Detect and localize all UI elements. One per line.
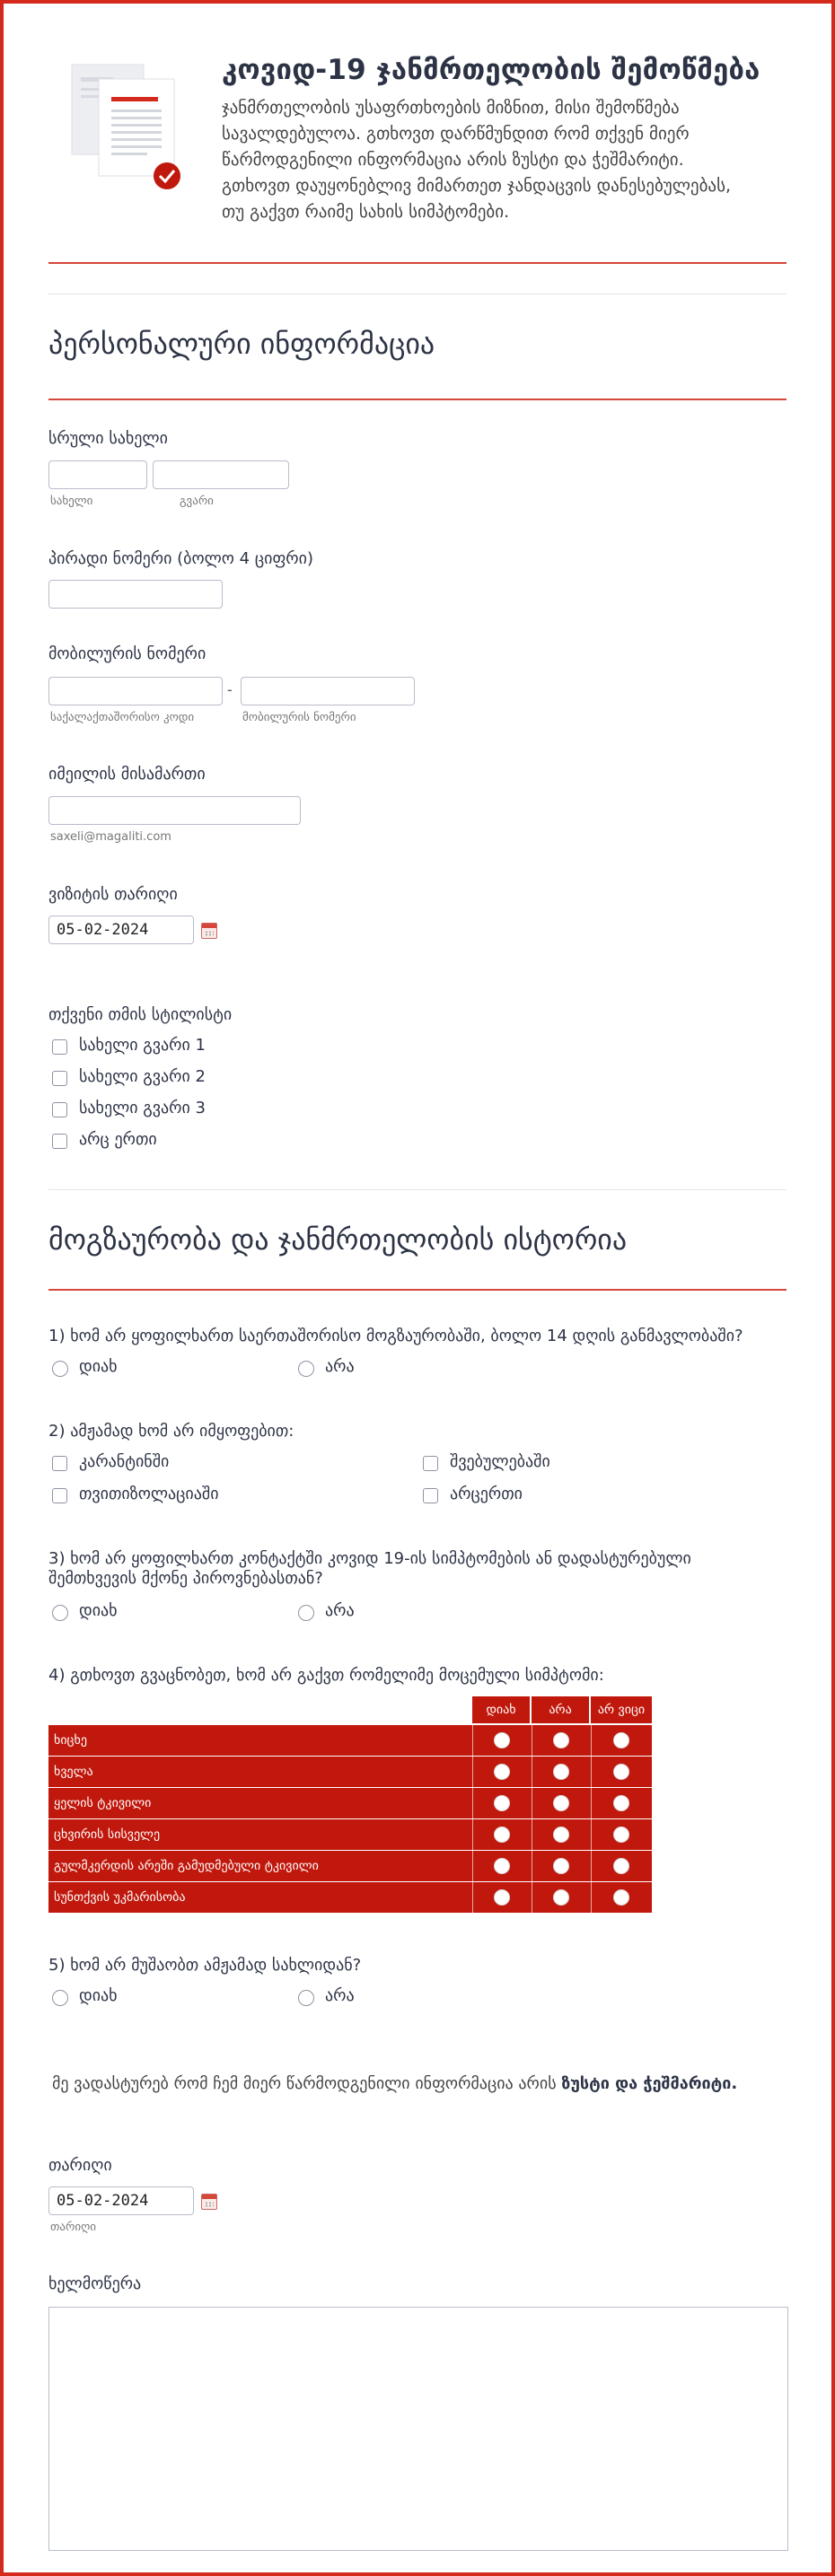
description-line: გთხოვთ დაუყონებლივ მიმართეთ ჯანდაცვის დანესებულებას, bbox=[222, 176, 732, 196]
description-line: სავალდებულოა. გთხოვთ დარწმუნდით რომ თქვენ მიერ bbox=[222, 124, 690, 144]
section-divider bbox=[48, 1289, 787, 1291]
matrix-cell bbox=[532, 1757, 591, 1787]
form-title: კოვიდ-19 ჯანმრთელობის შემოწმება bbox=[222, 54, 760, 86]
team-option-1: სახელი გვარი 1 bbox=[79, 1036, 206, 1055]
team-option-3: სახელი გვარი 3 bbox=[79, 1099, 206, 1117]
question-5: 5) ხომ არ მუშაობთ ამჟამად სახლიდან? bbox=[48, 1956, 362, 1975]
matrix-cell bbox=[472, 1757, 532, 1787]
signature-pad[interactable] bbox=[48, 2307, 788, 2551]
matrix-radio-no[interactable] bbox=[553, 1764, 569, 1780]
matrix-col-unknown: არ ვიცი bbox=[591, 1696, 652, 1723]
date-sublabel: თარიღი bbox=[50, 2221, 97, 2234]
date-label: თარიღი bbox=[48, 2156, 112, 2175]
matrix-cell bbox=[532, 1725, 591, 1756]
matrix-row-shortness-of-breath bbox=[48, 1882, 652, 1913]
signature-label: ხელმოწერა bbox=[48, 2274, 142, 2293]
description-line: წარმოდგენილი ინფორმაცია არის ზუსტი და ჭეშმარიტი. bbox=[222, 150, 684, 170]
matrix-row-label: ცხვირის სისველე bbox=[54, 1827, 161, 1842]
phone-number-input[interactable] bbox=[241, 677, 415, 705]
q1-option-no: არა bbox=[325, 1357, 355, 1376]
matrix-radio-unknown[interactable] bbox=[613, 1795, 629, 1811]
q1-option-yes: დიახ bbox=[79, 1357, 118, 1376]
matrix-cell bbox=[532, 1819, 591, 1850]
team-option-4: არც ერთი bbox=[79, 1130, 157, 1149]
visit-date-input[interactable]: 05-02-2024 bbox=[48, 916, 194, 944]
last-name-input[interactable] bbox=[153, 460, 289, 489]
area-code-sublabel: საქალაქთაშორისო კოდი bbox=[50, 711, 195, 724]
matrix-radio-unknown[interactable] bbox=[613, 1858, 629, 1874]
matrix-cell bbox=[532, 1788, 591, 1818]
matrix-row-sore-throat bbox=[48, 1788, 652, 1818]
matrix-radio-unknown[interactable] bbox=[613, 1764, 629, 1780]
matrix-row-chest-pain bbox=[48, 1851, 652, 1881]
q5-option-yes: დიახ bbox=[79, 1986, 118, 2005]
calendar-icon[interactable] bbox=[201, 923, 217, 939]
matrix-row-label: ხველა bbox=[54, 1765, 93, 1779]
q3-radio-yes[interactable] bbox=[52, 1605, 68, 1621]
phone-separator: - bbox=[227, 681, 233, 698]
q5-option-no: არა bbox=[325, 1986, 355, 2005]
q5-radio-no[interactable] bbox=[298, 1990, 314, 2006]
matrix-radio-no[interactable] bbox=[553, 1795, 569, 1811]
matrix-row-label: გულმკერდის არეში გამუდმებული ტკივილი bbox=[54, 1859, 319, 1873]
question-1: 1) ხომ არ ყოფილხართ საერთაშორისო მოგზაურობაში, ბოლო 14 დღის განმავლობაში? bbox=[48, 1327, 743, 1345]
matrix-cell bbox=[532, 1851, 591, 1881]
team-checkbox-4[interactable] bbox=[52, 1134, 67, 1149]
team-checkbox-2[interactable] bbox=[52, 1071, 67, 1086]
matrix-cell bbox=[472, 1882, 532, 1913]
q1-radio-yes[interactable] bbox=[52, 1361, 68, 1377]
matrix-row-runny-nose bbox=[48, 1819, 652, 1850]
matrix-radio-yes[interactable] bbox=[494, 1858, 510, 1874]
matrix-radio-yes[interactable] bbox=[494, 1889, 510, 1906]
phone-label: მობილურის ნომერი bbox=[48, 644, 207, 663]
last-name-sublabel: გვარი bbox=[180, 495, 214, 508]
section-divider bbox=[48, 399, 787, 400]
matrix-cell bbox=[591, 1882, 652, 1913]
matrix-cell bbox=[472, 1851, 532, 1881]
q2-checkbox-quarantine[interactable] bbox=[52, 1456, 67, 1471]
visit-date-label: ვიზიტის თარიღი bbox=[48, 885, 178, 904]
matrix-radio-unknown[interactable] bbox=[613, 1732, 629, 1748]
date-input[interactable]: 05-02-2024 bbox=[48, 2186, 194, 2215]
matrix-radio-no[interactable] bbox=[553, 1889, 569, 1906]
team-option-2: სახელი გვარი 2 bbox=[79, 1067, 206, 1086]
confirmation-text bbox=[52, 2074, 737, 2093]
area-code-input[interactable] bbox=[48, 677, 223, 705]
q2-option-none: არცერთი bbox=[450, 1485, 523, 1503]
matrix-cell bbox=[472, 1788, 532, 1818]
matrix-row-label: ყელის ტკივილი bbox=[54, 1796, 152, 1810]
q3-option-yes: დიახ bbox=[79, 1601, 118, 1620]
question-4: 4) გთხოვთ გვაცნობეთ, ხომ არ გაქვთ რომელიმე მოცემული სიმპტომი: bbox=[48, 1666, 604, 1685]
calendar-icon[interactable] bbox=[201, 2194, 217, 2210]
header-divider bbox=[48, 262, 787, 264]
question-3-line: შემთხვევის მქონე პიროვნებასთან? bbox=[48, 1569, 323, 1588]
matrix-cell bbox=[591, 1757, 652, 1787]
matrix-cell bbox=[591, 1819, 652, 1850]
matrix-cell bbox=[591, 1725, 652, 1756]
question-3 bbox=[48, 1549, 691, 1589]
team-checkbox-1[interactable] bbox=[52, 1039, 67, 1055]
matrix-cell bbox=[591, 1788, 652, 1818]
first-name-sublabel: სახელი bbox=[50, 495, 93, 508]
team-checkbox-3[interactable] bbox=[52, 1102, 67, 1117]
q1-radio-no[interactable] bbox=[298, 1361, 314, 1377]
matrix-cell bbox=[472, 1725, 532, 1756]
matrix-row-label: სუნთქვის უკმარისობა bbox=[54, 1890, 186, 1905]
description-line: ჯანმრთელობის უსაფრთხოების მიზნით, მისი შემოწმება bbox=[222, 98, 680, 118]
matrix-row-label: ხიცხე bbox=[54, 1733, 87, 1748]
matrix-cell bbox=[532, 1882, 591, 1913]
matrix-radio-unknown[interactable] bbox=[613, 1889, 629, 1906]
matrix-col-yes: დიახ bbox=[472, 1696, 530, 1723]
q2-checkbox-self-isolation[interactable] bbox=[52, 1488, 67, 1503]
matrix-radio-yes[interactable] bbox=[494, 1827, 510, 1843]
form-header-illustration bbox=[66, 59, 185, 196]
question-3-line: 3) ხომ არ ყოფილხართ კონტაქტში კოვიდ 19-ის სიმპტომების ან დადასტურებული bbox=[48, 1549, 691, 1568]
confirmation-bold: ზუსტი და ჭეშმარიტი. bbox=[561, 2074, 738, 2093]
form-description bbox=[222, 95, 796, 225]
matrix-cell bbox=[472, 1819, 532, 1850]
email-label: იმეილის მისამართი bbox=[48, 765, 206, 784]
matrix-row-fever bbox=[48, 1725, 652, 1756]
section-title-history: მოგზაურობა და ჯანმრთელობის ისტორია bbox=[48, 1222, 628, 1257]
first-name-input[interactable] bbox=[48, 460, 147, 489]
team-label: თქვენი თმის სტილისტი bbox=[48, 1005, 233, 1024]
matrix-radio-no[interactable] bbox=[553, 1732, 569, 1748]
q2-checkbox-none[interactable] bbox=[423, 1488, 438, 1503]
matrix-radio-no[interactable] bbox=[553, 1858, 569, 1874]
q2-option-quarantine: კარანტინში bbox=[79, 1452, 170, 1471]
section-title-personal: პერსონალური ინფორმაცია bbox=[48, 327, 435, 361]
id-label: პირადი ნომერი (ბოლო 4 ციფრი) bbox=[48, 549, 313, 568]
matrix-radio-yes[interactable] bbox=[494, 1764, 510, 1780]
phone-number-sublabel: მობილურის ნომერი bbox=[242, 711, 356, 724]
q3-option-no: არა bbox=[325, 1601, 355, 1620]
description-line: თუ გაქვთ რაიმე სახის სიმპტომები. bbox=[222, 202, 510, 222]
email-input[interactable] bbox=[48, 796, 301, 825]
matrix-col-no: არა bbox=[532, 1696, 589, 1723]
question-2: 2) ამჟამად ხომ არ იმყოფებით: bbox=[48, 1422, 294, 1441]
matrix-cell bbox=[591, 1851, 652, 1881]
matrix-radio-unknown[interactable] bbox=[613, 1827, 629, 1843]
matrix-radio-yes[interactable] bbox=[494, 1795, 510, 1811]
email-sublabel: saxeli@magaliti.com bbox=[50, 830, 171, 844]
q5-radio-yes[interactable] bbox=[52, 1990, 68, 2006]
confirmation-prefix: მე ვადასტურებ რომ ჩემ მიერ წარმოდგენილი ინფორმაცია არის bbox=[52, 2074, 562, 2093]
q2-option-vacation: შვებულებაში bbox=[450, 1452, 550, 1471]
matrix-radio-yes[interactable] bbox=[494, 1732, 510, 1748]
matrix-row-cough bbox=[48, 1757, 652, 1787]
divider bbox=[48, 1189, 787, 1190]
q2-option-self-isolation: თვითიზოლაციაში bbox=[79, 1485, 219, 1503]
matrix-radio-no[interactable] bbox=[553, 1827, 569, 1843]
full-name-label: სრული სახელი bbox=[48, 429, 168, 448]
q2-checkbox-vacation[interactable] bbox=[423, 1456, 438, 1471]
q3-radio-no[interactable] bbox=[298, 1605, 314, 1621]
id-input[interactable] bbox=[48, 580, 223, 609]
